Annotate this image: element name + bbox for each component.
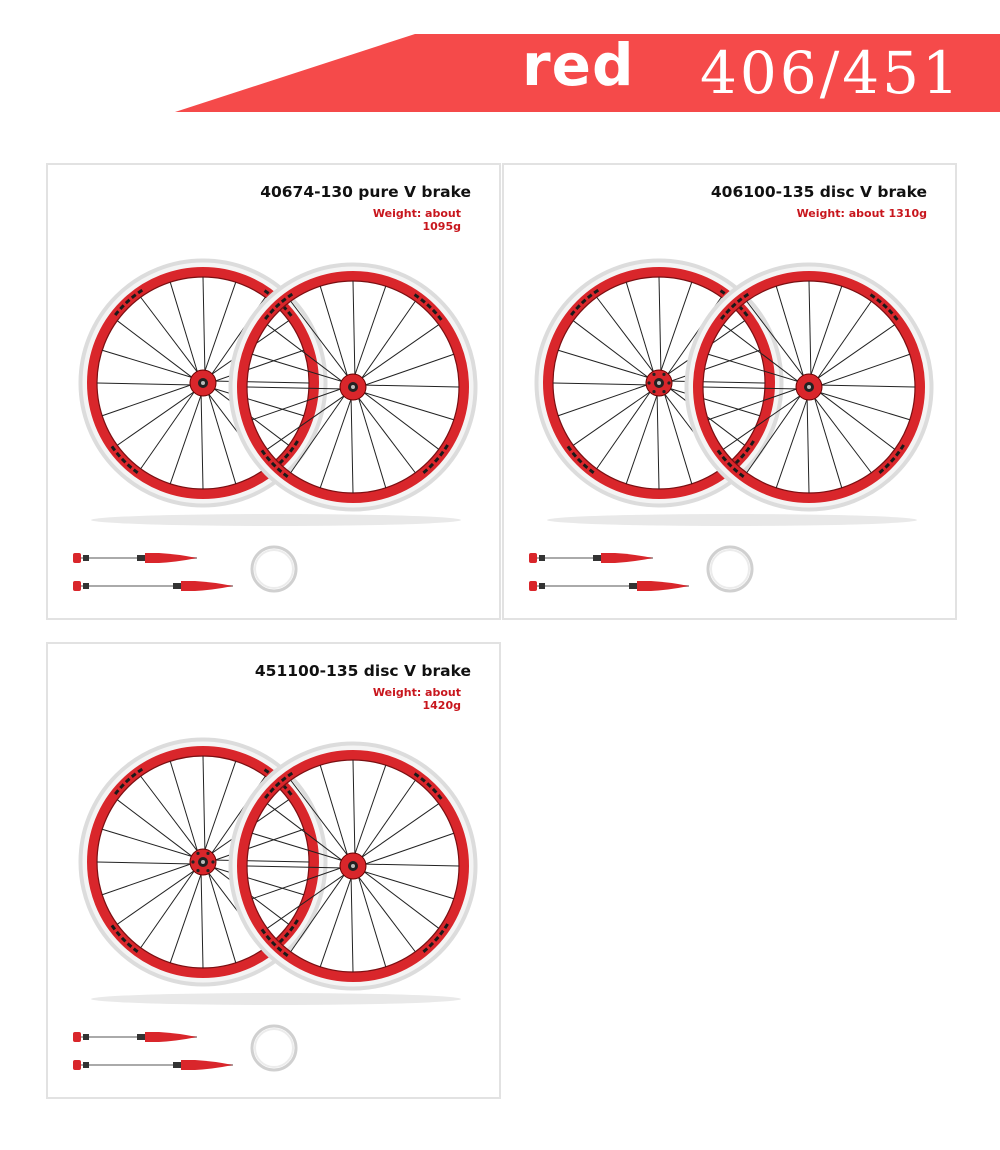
product-card [46,163,501,620]
wheelset-image [504,165,959,622]
size-label: 406/451 [700,39,962,107]
wheelset-image [48,165,503,622]
product-weight: Weight: about 1095g [372,207,461,233]
product-title: 406100-135 disc V brake [710,183,927,201]
product-card [46,642,501,1099]
product-weight: Weight: about 1310g [796,207,927,220]
color-label: red [522,31,635,99]
product-card [502,163,957,620]
product-title: 451100-135 disc V brake [254,662,471,680]
wheelset-image [48,644,503,1101]
product-weight: Weight: about 1420g [372,686,461,712]
product-title: 40674-130 pure V brake [260,183,471,201]
header-banner [0,0,1000,120]
